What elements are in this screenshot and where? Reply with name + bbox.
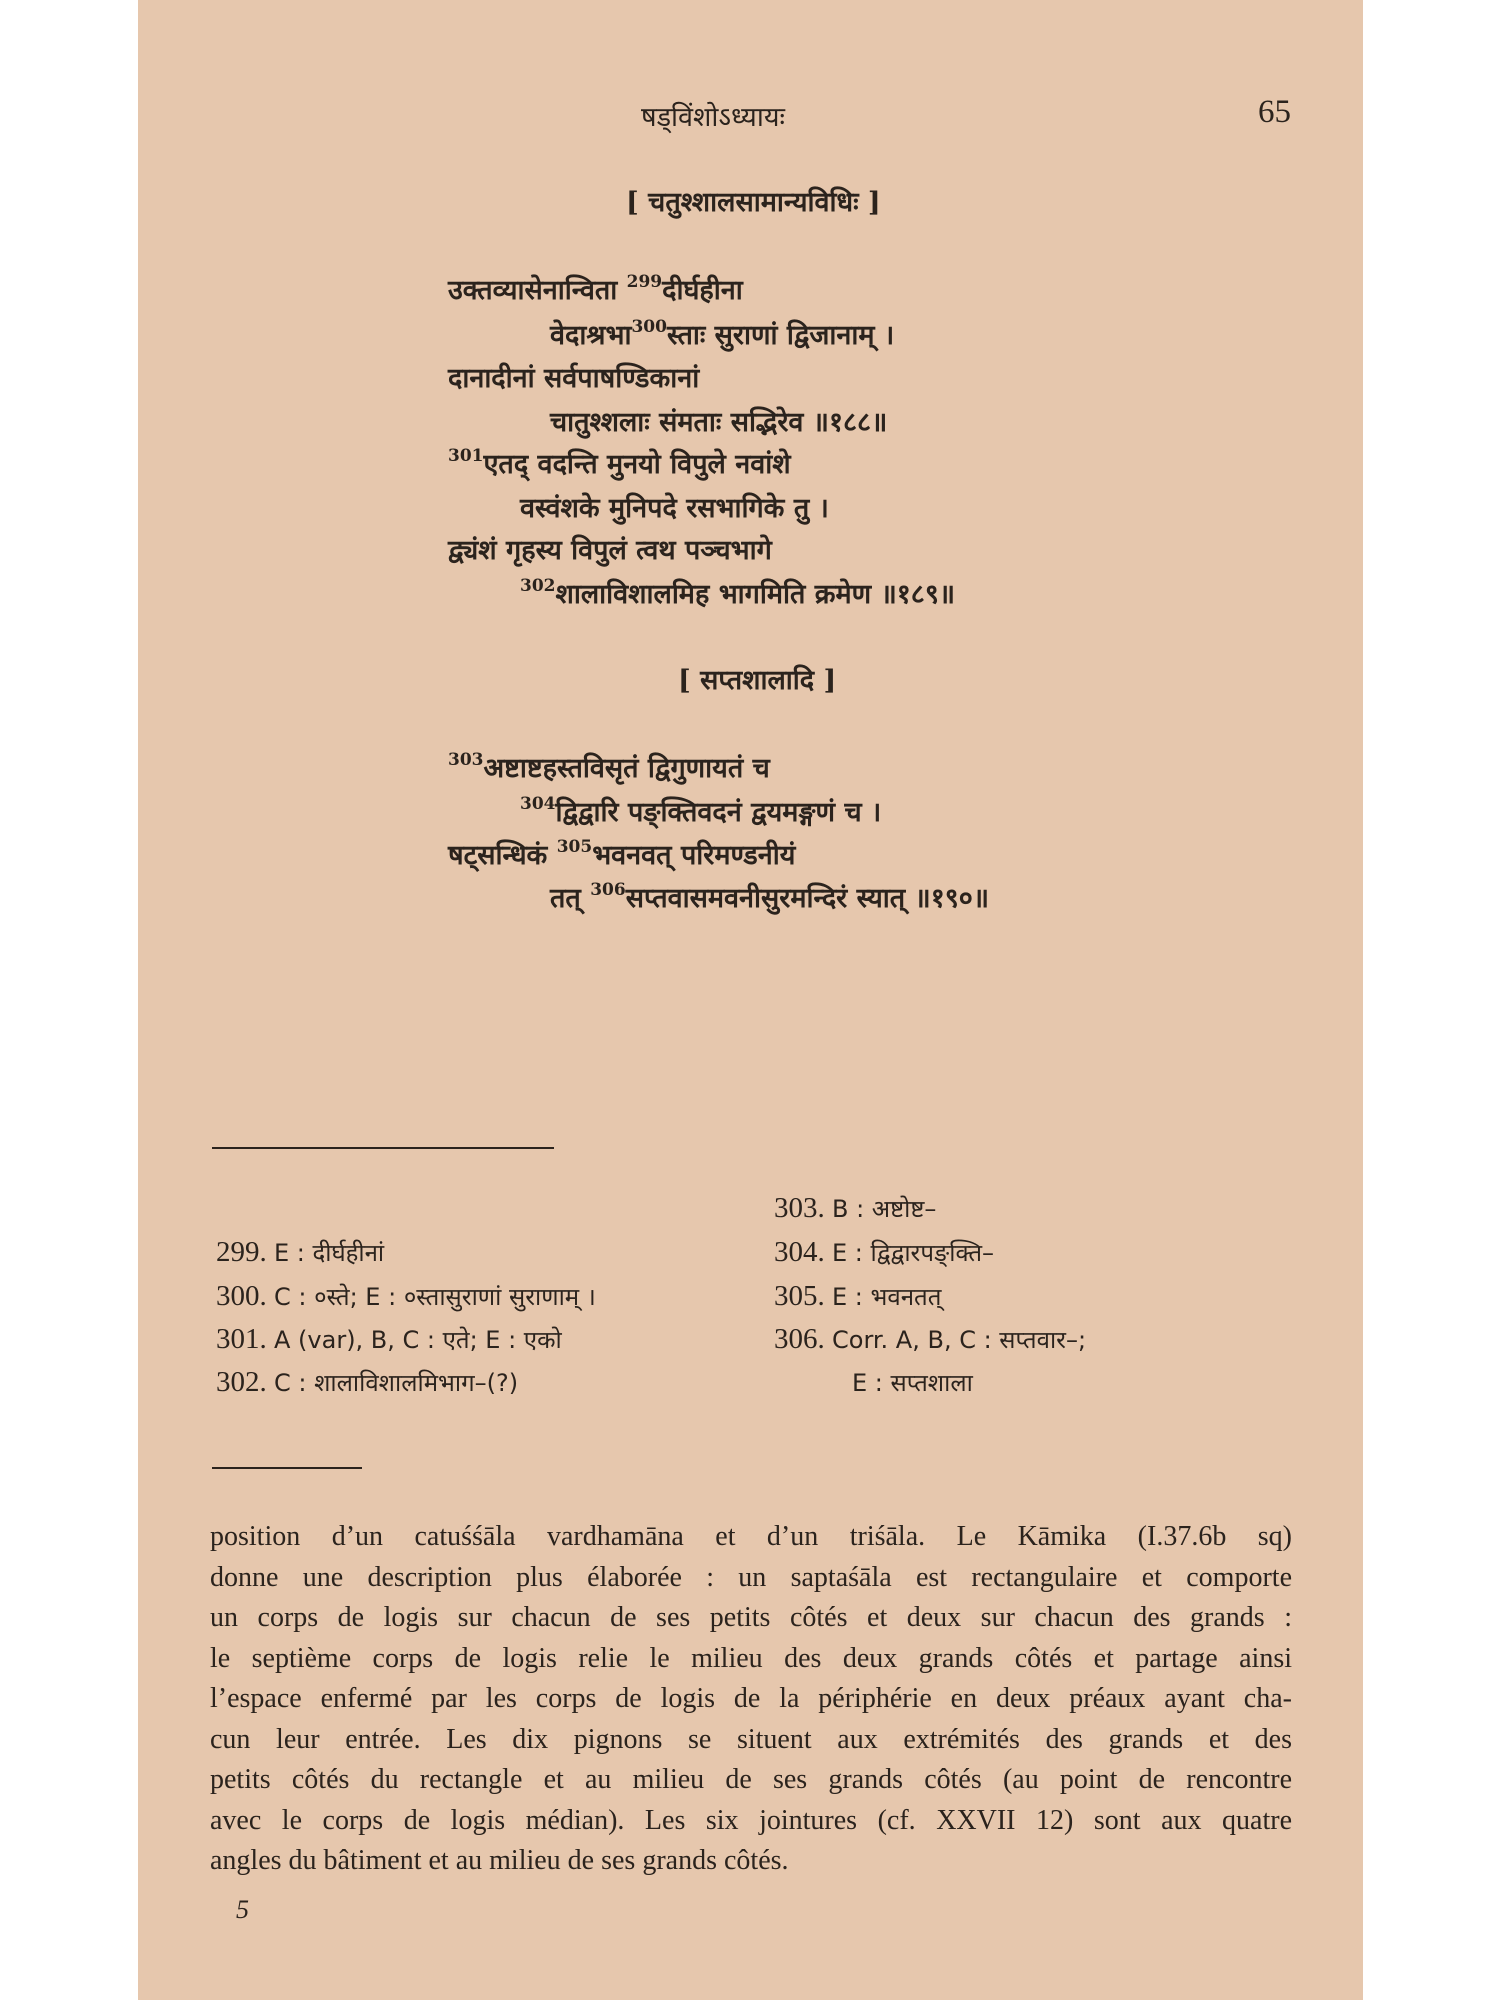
signature-mark: 5 xyxy=(236,1895,249,1924)
continuation-rule xyxy=(212,1467,362,1469)
footnote: 300. C : ०स्ते; E : ०स्तासुराणां सुराणाम् । xyxy=(216,1280,596,1312)
paragraph-line: petits côtés du rectangle et au milieu de ses grands côtés (au point de rencontre xyxy=(210,1764,1292,1795)
footnote: 303. B : अष्टोष्ट– xyxy=(774,1192,937,1224)
verse-line: $^{302}$शालाविशालमिह भागमिति क्रमेण ॥१८९॥ xyxy=(520,576,956,610)
verse-line: द्व्यंशं गृहस्य विपुलं त्वथ पञ्चभागे xyxy=(448,535,772,566)
verse-line: $^{304}$द्विद्वारि पङ्क्तिवदनं द्वयमङ्गणं च । xyxy=(520,794,882,828)
footnote-rule xyxy=(212,1147,554,1149)
verse-line: $^{301}$एतद् वदन्ति मुनयो विपुले नवांशे xyxy=(448,446,791,480)
verse-line: षट्सन्धिकं $^{305}$भवनवत् परिमण्डनीयं xyxy=(448,837,796,871)
paragraph-line: position d’un catuśśāla vardhamāna et d’un triśāla. Le Kāmika (I.37.6b sq) xyxy=(210,1521,1292,1552)
footnote: 301. A (var), B, C : एते; E : एको xyxy=(216,1323,562,1355)
paragraph-line: avec le corps de logis médian). Les six jointures (cf. XXVII 12) sont aux quatre xyxy=(210,1804,1292,1836)
verse-line: तत् $^{306}$सप्तवासमवनीसुरमन्दिरं स्यात् ॥१९०॥ xyxy=(550,880,990,914)
footnote: 304. E : द्विद्वारपङ्क्ति– xyxy=(774,1236,995,1268)
paragraph-line: angles du bâtiment et au milieu de ses grands côtés. xyxy=(210,1845,789,1876)
footnote: 305. E : भवनतत् xyxy=(774,1280,942,1312)
verse-line: दानादीनां सर्वपाषण्डिकानां xyxy=(448,363,700,394)
footnote: 299. E : दीर्घहीनां xyxy=(216,1236,385,1268)
footnote: 306. Corr. A, B, C : सप्तवार–; xyxy=(774,1323,1087,1355)
paragraph-line: cun leur entrée. Les dix pignons se situent aux extrémités des grands et des xyxy=(210,1723,1292,1755)
section-heading: [ चतुश्शालसामान्यविधिः ] xyxy=(626,187,881,218)
paragraph-line: le septième corps de logis relie le milieu des deux grands côtés et partage ainsi xyxy=(210,1642,1292,1674)
verse-line: वस्वंशके मुनिपदे रसभागिके तु । xyxy=(520,493,829,524)
paragraph-line: donne une description plus élaborée : un saptaśāla est rectangulaire et comporte xyxy=(210,1561,1292,1593)
book-page xyxy=(138,0,1363,2000)
verse-line: वेदाश्रभा$^{300}$स्ताः सुराणां द्विजानाम् । xyxy=(550,317,895,351)
verse-line: उक्तव्यासेनान्विता $^{299}$दीर्घहीना xyxy=(448,272,743,306)
footnote: E : सप्तशाला xyxy=(852,1369,973,1397)
paragraph-line: l’espace enfermé par les corps de logis de la périphérie en deux préaux ayant cha- xyxy=(210,1683,1292,1714)
section-heading: [ सप्तशालादि ] xyxy=(678,665,837,696)
running-title: षड्विंशोऽध्यायः xyxy=(641,102,785,133)
footnote: 302. C : शालाविशालमिभाग–(?) xyxy=(216,1366,519,1398)
paragraph-line: un corps de logis sur chacun de ses petits côtés et deux sur chacun des grands : xyxy=(210,1602,1292,1633)
verse-line: $^{303}$अष्टाष्टहस्तविसृतं द्विगुणायतं च xyxy=(448,750,770,784)
verse-line: चातुश्शलाः संमताः सद्भिरेव ॥१८८॥ xyxy=(550,407,888,438)
page-number: 65 xyxy=(1258,94,1291,130)
commentary-paragraph xyxy=(210,1517,1292,1882)
